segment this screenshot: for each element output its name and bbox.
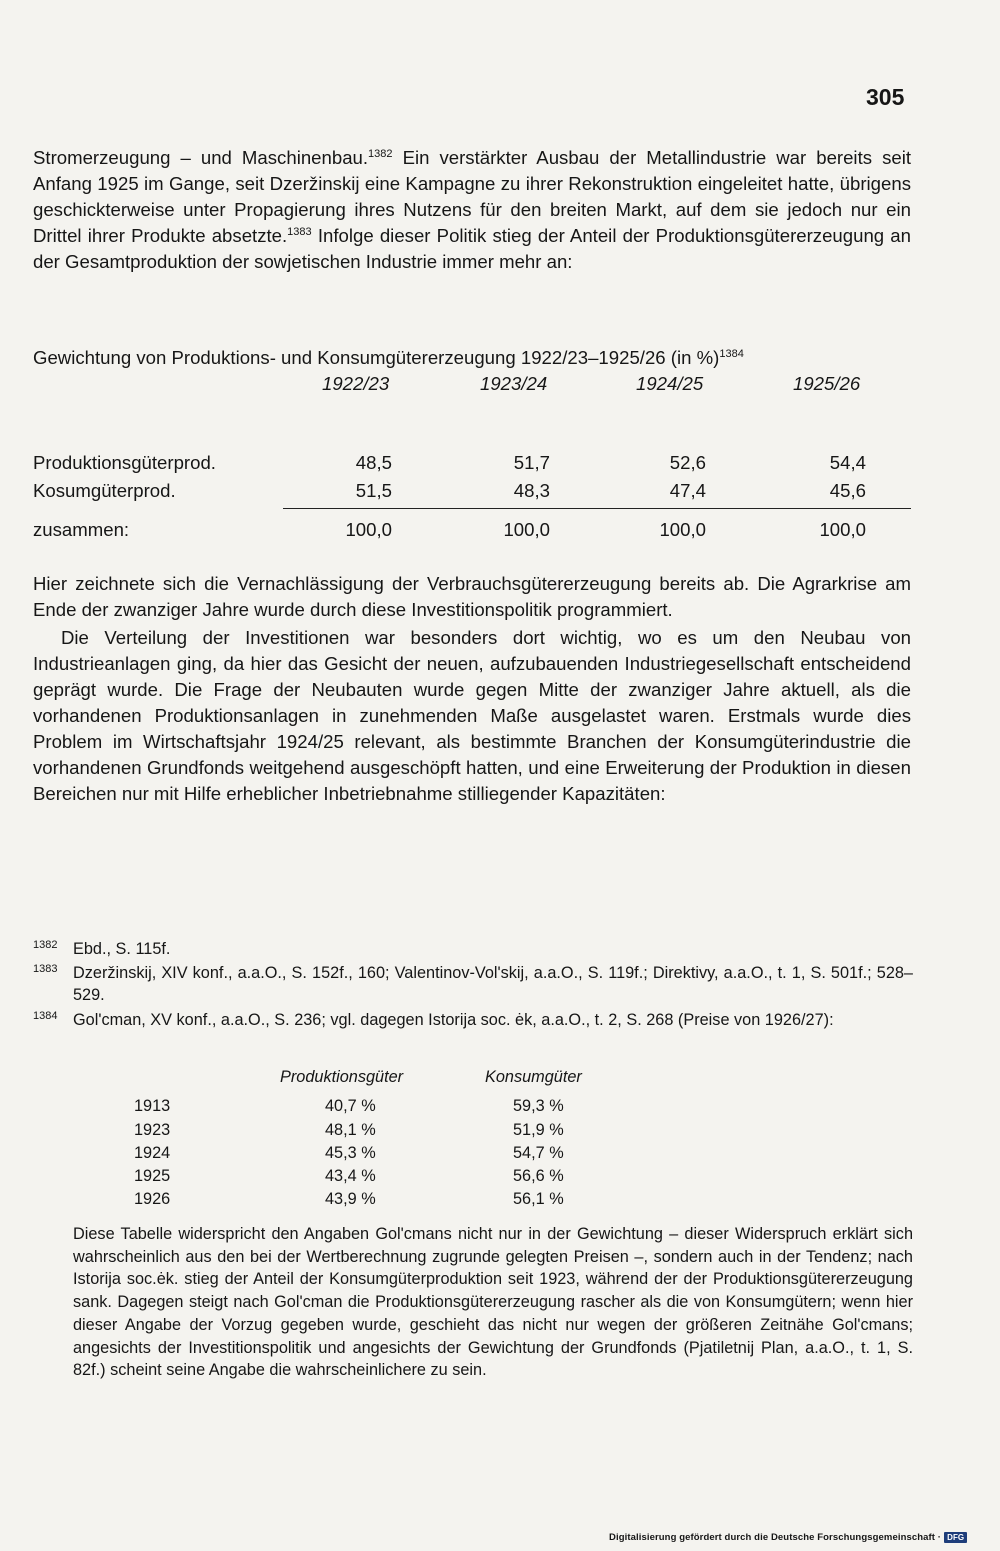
table-2-year: 1924 (134, 1144, 171, 1162)
paragraph-1-part-a: Stromerzeugung – und Maschinenbau. (33, 147, 369, 168)
footnote-1383 (33, 962, 913, 1006)
table-2-cell: 59,3 % (513, 1097, 564, 1115)
table-1-cell: 47,4 (669, 480, 706, 501)
table-1-caption-text: Gewichtung von Produktions- und Konsumgütererzeugung 1922/23–1925/26 (in %) (33, 347, 720, 368)
table-1-header-1923-24: 1923/24 (480, 373, 548, 394)
digitization-credit (609, 1532, 967, 1543)
table-2-header-konsumgueter: Konsumgüter (485, 1068, 582, 1086)
footnote-ref-1383[interactable]: 1383 (287, 225, 312, 238)
table-2-year: 1926 (134, 1190, 171, 1208)
table-1-cell: 51,5 (355, 480, 392, 501)
table-1-total-cell: 100,0 (503, 519, 550, 540)
table-2-cell: 45,3 % (325, 1144, 376, 1162)
table-2-cell: 48,1 % (325, 1121, 376, 1139)
footnote-ref-1382[interactable]: 1382 (368, 147, 393, 160)
footnote-number: 1384 (33, 1010, 58, 1022)
credit-text: Digitalisierung gefördert durch die Deutsche Forschungsgemeinschaft · (609, 1532, 942, 1544)
table-1-total-label: zusammen: (33, 519, 130, 540)
table-2-year: 1923 (134, 1121, 171, 1139)
table-1-row-label: Kosumgüterprod. (33, 480, 176, 501)
footnote-text: Gol'cman, XV konf., a.a.O., S. 236; vgl. dagegen Istorija soc. ėk, a.a.O., t. 2, S. 268 (Preise von 1926/27): (73, 1011, 834, 1029)
table-2-cell: 54,7 % (513, 1144, 564, 1162)
paragraph-1 (33, 145, 911, 275)
table-1-cell: 48,5 (355, 452, 392, 473)
table-1-cell: 52,6 (669, 452, 706, 473)
table-1-cell: 48,3 (513, 480, 550, 501)
table-1-header-1925-26: 1925/26 (793, 373, 861, 394)
footnote-1384-commentary: Diese Tabelle widerspricht den Angaben Gol'cmans nicht nur in der Gewichtung – dieser Widerspruch erklärt sich wahrscheinlich aus den bei der Wertberechnung zugrunde gelegten Preisen –, sondern auch in der Tendenz; nach Istorija soc.ėk. stieg der Anteil der Konsumgüterproduktion seit 1923, während der der Produktionsgütererzeugung sank. Dagegen steigt nach Gol'cman die Produktionsgütererzeugung rascher als die von Konsumgütern; wenn hier dieser Angabe der Vorzug gegeben wurde, geschieht das nicht nur wegen der größeren Zeitnähe Gol'cmans; angesichts der Investitionspolitik und angesichts der Gewichtung der Grundfonds (Pjatiletnij Plan, a.a.O., t. 1, S. 82f.) scheint seine Angabe die wahrscheinlichere zu sein. (73, 1225, 913, 1380)
table-1-total-cell: 100,0 (819, 519, 866, 540)
table-2-cell: 56,6 % (513, 1167, 564, 1185)
footnote-1384 (33, 1009, 913, 1031)
footnote-number: 1383 (33, 963, 58, 975)
footnote-1382 (33, 938, 913, 960)
table-1-header-1924-25: 1924/25 (636, 373, 704, 394)
page-number: 305 (866, 84, 905, 110)
paragraph-3: Die Verteilung der Investitionen war besonders dort wichtig, wo es um den Neubau von Industrieanlagen ging, da hier das Gesicht der neuen, aufzubauenden Industriegesellschaft entscheidend geprägt wurde. Die Frage der Neubauten wurde gegen Mitte der zwanziger Jahre aktuell, als die vorhandenen Produktionsanlagen in zunehmenden Maße ausgelastet waren. Erstmals wurde dies Problem im Wirtschaftsjahr 1924/25 relevant, als bestimmte Branchen der Konsumgüterindustrie die vorhandenen Grundfonds weitgehend ausgeschöpft hatten, und eine Erweiterung der Produktion in diesen Bereichen nur mit Hilfe erheblicher Inbetriebnahme stilliegender Kapazitäten: (33, 627, 911, 804)
table-1-total-cell: 100,0 (345, 519, 392, 540)
table-2-year: 1913 (134, 1097, 171, 1115)
table-1-cell: 54,4 (829, 452, 866, 473)
table-1-caption (33, 345, 911, 371)
table-1-cell: 45,6 (829, 480, 866, 501)
table-1-cell: 51,7 (513, 452, 550, 473)
table-1-row-label: Produktionsgüterprod. (33, 452, 216, 473)
footnote-number: 1382 (33, 939, 58, 951)
paragraph-1-part-b: Ein verstärkter Ausbau der Metallindustrie war bereits seit Anfang 1925 im Gange, seit Dzeržinskij eine Kampagne zu ihrer Rekonstruktion eingeleitet hatte, übrigens geschickterweise unter Propagierung ihres Nutzens für den breiten Markt, auf dem sie jedoch nur ein Drittel ihrer Produkte absetzte. (33, 147, 912, 246)
table-2-year: 1925 (134, 1167, 171, 1185)
table-2-header-produktionsgueter: Produktionsgüter (280, 1068, 404, 1086)
table-1-header-1922-23: 1922/23 (322, 373, 390, 394)
footnote-ref-1384[interactable]: 1384 (719, 347, 744, 360)
table-2-cell: 43,4 % (325, 1167, 376, 1185)
footnote-text: Ebd., S. 115f. (73, 940, 171, 958)
footnote-text: Dzeržinskij, XIV konf., a.a.O., S. 152f., 160; Valentinov-Vol'skij, a.a.O., S. 119f.; Direktivy, a.a.O., t. 1, S. 501f.; 528–529. (73, 964, 913, 1004)
dfg-logo: DFG (944, 1532, 967, 1543)
table-2-cell: 40,7 % (325, 1097, 376, 1115)
table-1-total-cell: 100,0 (659, 519, 706, 540)
paragraph-1-part-c: Infolge dieser Politik stieg der Anteil der Produktionsgütererzeugung an der Gesamtproduktion der sowjetischen Industrie immer mehr an: (33, 225, 911, 272)
table-2-cell: 43,9 % (325, 1190, 376, 1208)
paragraph-2: Hier zeichnete sich die Vernachlässigung der Verbrauchsgütererzeugung bereits ab. Die Agrarkrise am Ende der zwanziger Jahre wurde durch diese Investitionspolitik programmiert. (33, 573, 911, 620)
table-2-cell: 56,1 % (513, 1190, 564, 1208)
table-1-sum-rule (283, 508, 911, 509)
table-2-cell: 51,9 % (513, 1121, 564, 1139)
